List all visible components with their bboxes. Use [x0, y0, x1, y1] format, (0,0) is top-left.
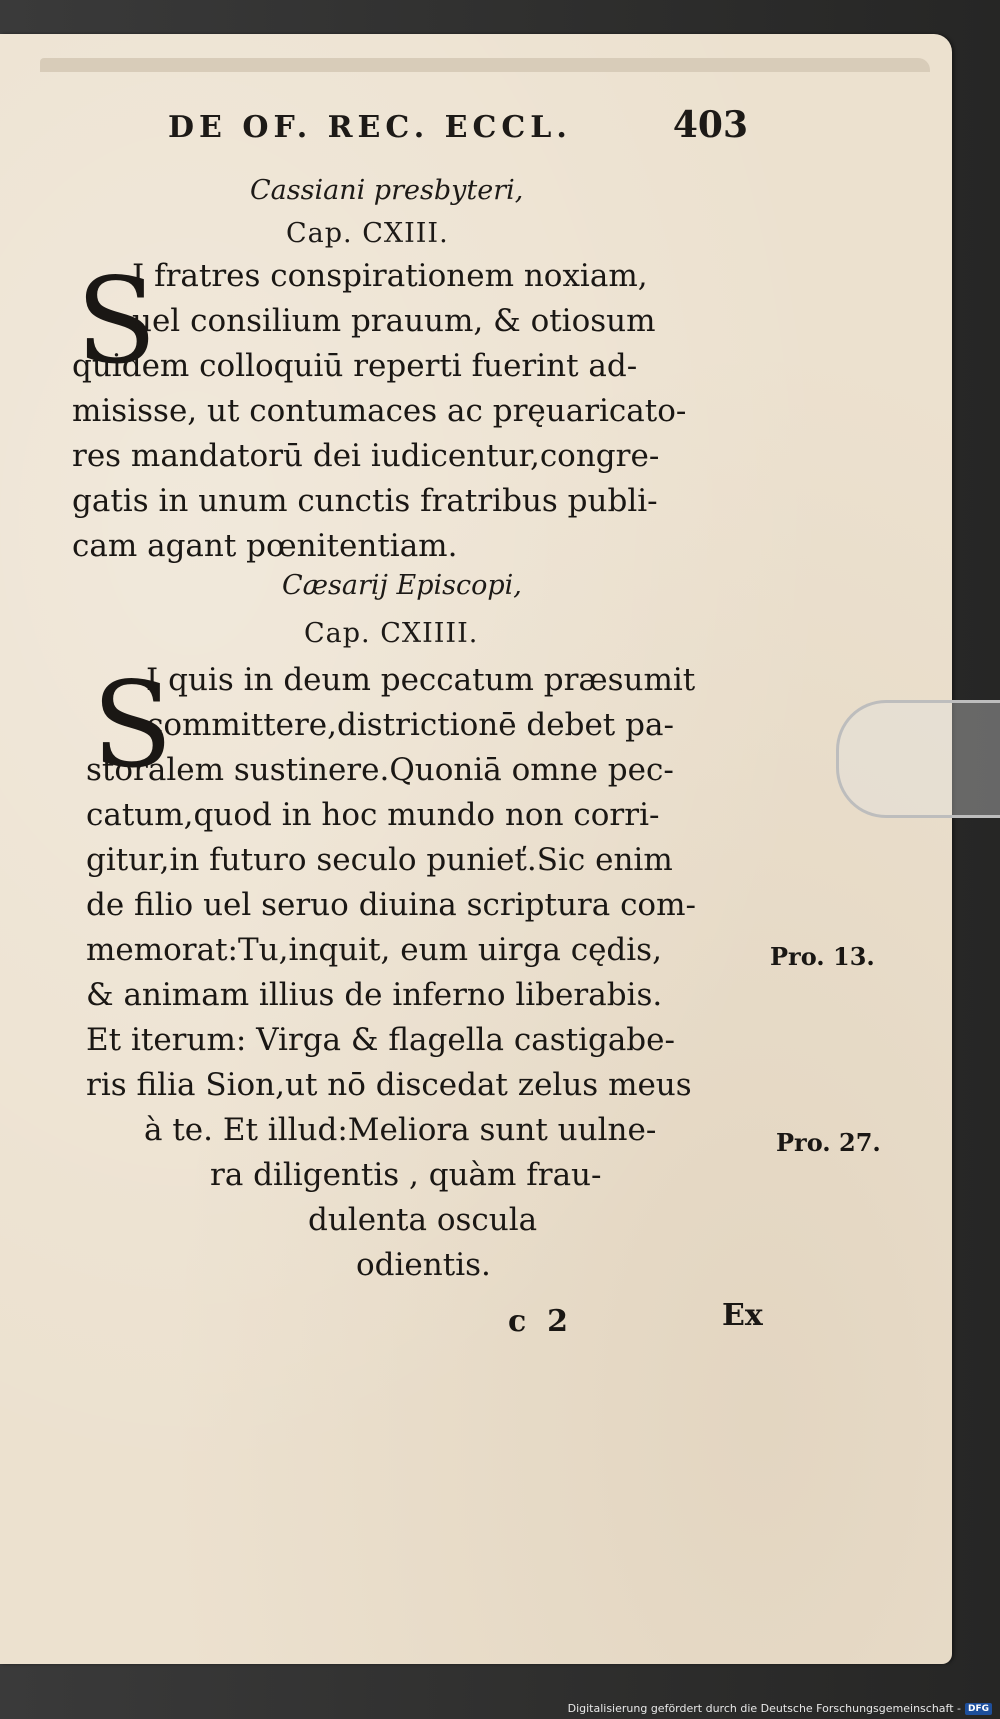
text-line: cam agant pœnitentiam. [72, 528, 458, 564]
text-block-section2 [86, 658, 766, 1288]
text-block-section1 [72, 254, 752, 569]
text-line: gitur,in futuro seculo punieť.Sic enim [86, 842, 673, 878]
text-line: committere,districtionē debet pa- [146, 707, 674, 743]
text-line: I fratres conspirationem noxiam, [132, 258, 648, 294]
text-line: ris filia Sion,ut nō discedat zelus meus [86, 1067, 692, 1103]
text-line: Et iterum: Virga & flagella castigabe- [86, 1022, 675, 1058]
text-line: gatis in unum cunctis fratribus publi- [72, 483, 658, 519]
page-clip [836, 700, 1000, 818]
text-line: I quis in deum peccatum præsumit [146, 662, 696, 698]
section-title-cassiani: Cassiani presbyteri, [250, 175, 524, 206]
signature-mark: c 2 [508, 1304, 569, 1339]
text-line: odientis. [356, 1247, 491, 1283]
drop-cap-s: S [92, 656, 173, 794]
chapter-heading-cxiii: Cap. CXIII. [286, 218, 449, 249]
text-line: quidem colloquiū reperti fuerint ad- [72, 348, 638, 384]
chapter-heading-cxiiii: Cap. CXIIII. [304, 618, 479, 649]
dfg-logo-icon: DFG [965, 1703, 992, 1715]
text-line: catum,quod in hoc mundo non corri- [86, 797, 660, 833]
text-line: ra diligentis , quàm frau- [210, 1157, 602, 1193]
margin-note-pro-27: Pro. 27. [776, 1128, 881, 1157]
digitization-credit [568, 1702, 992, 1715]
text-line: memorat:Tu,inquit, eum uirga cędis, [86, 932, 662, 968]
page-header [168, 104, 748, 158]
page-edge [40, 58, 930, 72]
margin-note-pro-13: Pro. 13. [770, 942, 875, 971]
catchword: Ex [722, 1298, 763, 1333]
text-line: res mandatorū dei iudicentur,congre- [72, 438, 660, 474]
text-line: misisse, ut contumaces ac pręuaricato- [72, 393, 687, 429]
drop-cap-s: S [76, 252, 157, 390]
credit-text: Digitalisierung gefördert durch die Deutsche Forschungsgemeinschaft - [567, 1702, 961, 1715]
text-line: dulenta oscula [308, 1202, 538, 1238]
text-line: uel consilium prauum, & otiosum [132, 303, 656, 339]
text-line: à te. Et illud:Meliora sunt uulne- [144, 1112, 657, 1148]
section-title-caesarii: Cæsarij Episcopi, [282, 570, 522, 601]
running-head: DE OF. REC. ECCL. [168, 110, 572, 145]
page-number: 403 [672, 104, 748, 146]
text-line: & animam illius de inferno liberabis. [86, 977, 663, 1013]
text-line: storalem sustinere.Quoniā omne pec- [86, 752, 674, 788]
text-line: de filio uel seruo diuina scriptura com- [86, 887, 696, 923]
